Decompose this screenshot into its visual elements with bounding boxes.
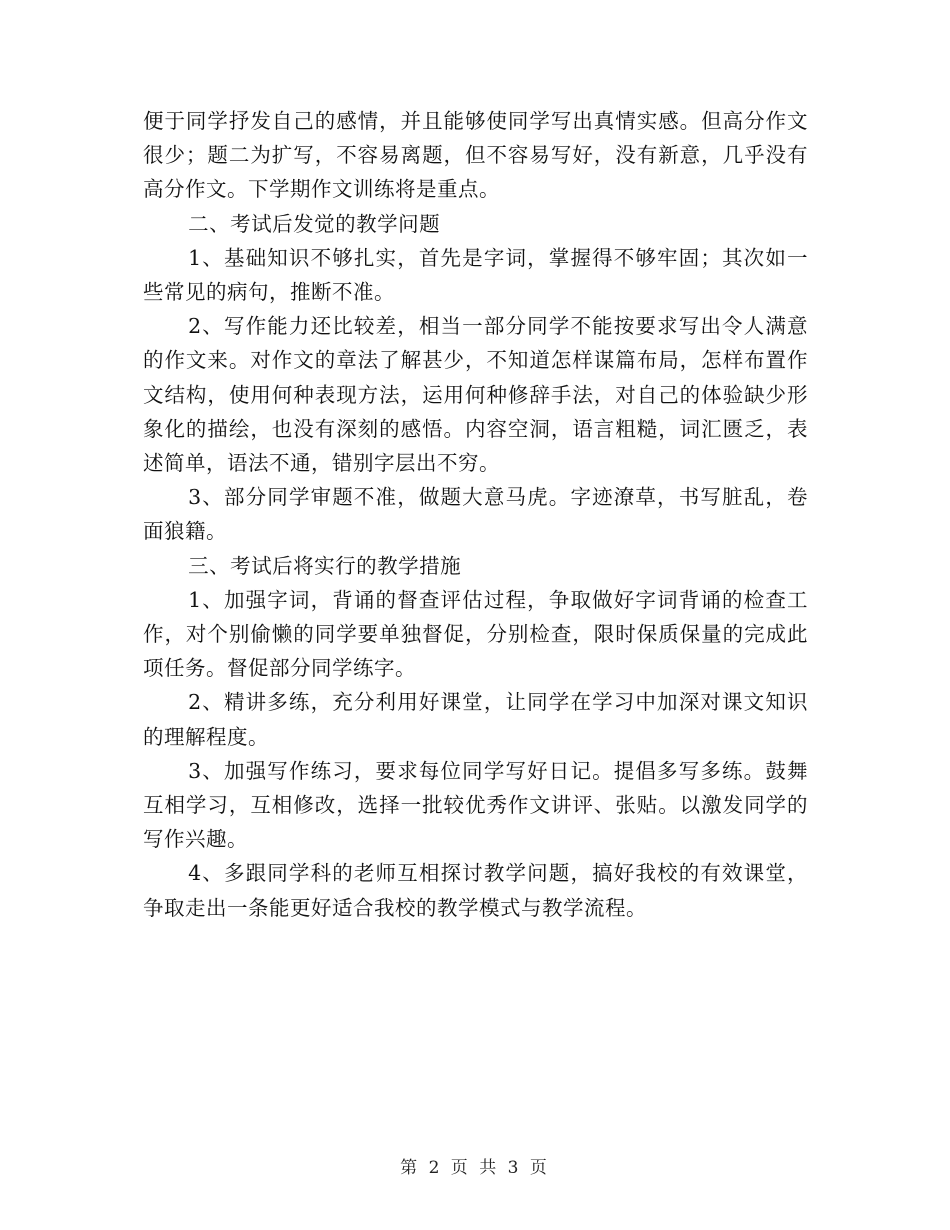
- paragraph-problem-3: 3、部分同学审题不准，做题大意马虎。字迹潦草，书写脏乱，卷面狼籍。: [143, 485, 808, 544]
- page-number-footer: 第 2 页 共 3 页: [400, 1158, 550, 1178]
- paragraph-problem-2: 2、写作能力还比较差，相当一部分同学不能按要求写出令人满意的作文来。对作文的章法了解甚少，不知道怎样谋篇布局，怎样布置作文结构，使用何种表现方法，运用何种修辞手法，对自己的体验缺少形象化的描绘，也没有深刻的感悟。内容空洞，语言粗糙，词汇匮乏，表述简单，语法不通，错别字层出不穷。: [143, 314, 808, 476]
- paragraph-measure-3: 3、加强写作练习，要求每位同学写好日记。提倡多写多练。鼓舞互相学习，互相修改，选择一批较优秀作文讲评、张贴。以激发同学的写作兴趣。: [143, 758, 808, 852]
- paragraph-intro-continued: 便于同学抒发自己的感情，并且能够使同学写出真情实感。但高分作文很少；题二为扩写，不容易离题，但不容易写好，没有新意，几乎没有高分作文。下学期作文训练将是重点。: [143, 109, 808, 202]
- paragraph-measure-2: 2、精讲多练，充分利用好课堂，让同学在学习中加深对课文知识的理解程度。: [143, 690, 808, 749]
- document-body: [143, 104, 808, 925]
- paragraph-measure-4: 4、多跟同学科的老师互相探讨教学问题，搞好我校的有效课堂，争取走出一条能更好适合我校的教学模式与教学流程。: [143, 861, 808, 920]
- section-heading-teaching-problems: 二、考试后发觉的教学问题: [188, 211, 441, 236]
- section-heading-teaching-measures: 三、考试后将实行的教学措施: [188, 553, 462, 578]
- paragraph-measure-1: 1、加强字词，背诵的督查评估过程，争取做好字词背诵的检查工作，对个别偷懒的同学要单独督促，分别检查，限时保质保量的完成此项任务。督促部分同学练字。: [143, 587, 808, 681]
- paragraph-problem-1: 1、基础知识不够扎实，首先是字词，掌握得不够牢固；其次如一些常见的病句，推断不准。: [143, 245, 808, 305]
